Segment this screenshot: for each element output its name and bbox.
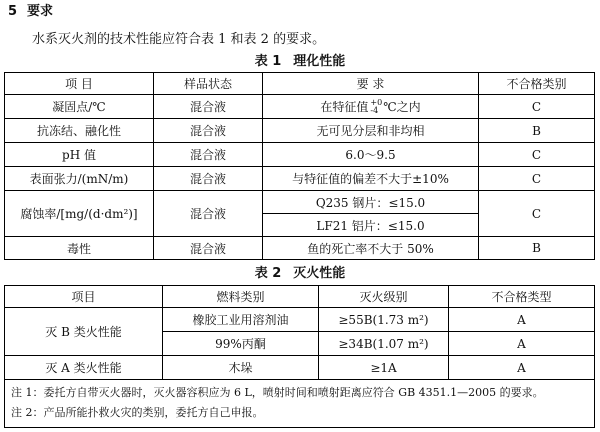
table1-cell-item: 毒性: [5, 237, 154, 260]
table1-row-corrosion: [5, 191, 595, 214]
table1-header-grade: 不合格类别: [479, 73, 595, 95]
table2-cell-rating: ≥55B(1.73 m²): [319, 308, 449, 332]
table1-header-requirement: 要 求: [263, 73, 479, 95]
intro-paragraph: 水系灭火剂的技术性能应符合表 1 和表 2 的要求。: [32, 32, 326, 47]
table1-cell-grade: C: [479, 167, 595, 191]
table2-notes: [5, 380, 595, 428]
table1-cell-state: 混合液: [154, 143, 263, 167]
table2-header-row: [5, 286, 595, 308]
table2-header-item: 项目: [5, 286, 163, 308]
table1-cell-state: 混合液: [154, 119, 263, 143]
table1-cell-state: 混合液: [154, 237, 263, 260]
table1-cell-grade: C: [479, 143, 595, 167]
table2-label: 表 2: [254, 266, 282, 281]
table1-row-toxicity: [5, 237, 595, 260]
table2-extinguishing: [4, 285, 595, 428]
table2-row-class-a-wood-crib: [5, 356, 595, 380]
table2-cell-grade: A: [449, 356, 595, 380]
requirement-prefix: 在特征值: [320, 99, 369, 114]
table1-cell-grade: C: [479, 191, 595, 237]
table1-cell-requirement: 6.0～9.5: [263, 143, 479, 167]
table2-cell-item: 灭 A 类火性能: [5, 356, 163, 380]
table1-header-item: 项 目: [5, 73, 154, 95]
table2-header-fuel: 燃料类别: [163, 286, 319, 308]
table2-header-rating: 灭火级别: [319, 286, 449, 308]
table2-cell-fuel: 橡胶工业用溶剂油: [163, 308, 319, 332]
table1-cell-grade: B: [479, 237, 595, 260]
tolerance-upper: +0: [370, 98, 383, 108]
table2-cell-item: 灭 B 类火性能: [5, 308, 163, 356]
table1-cell-requirement: 无可见分层和非均相: [263, 119, 479, 143]
table1-label: 表 1: [254, 54, 282, 69]
table1-title: 理化性能: [293, 54, 346, 69]
table1-cell-item: 腐蚀率/[mg/(d·dm²)]: [5, 191, 154, 237]
section-number: 5: [8, 4, 18, 19]
table1-cell-item: 凝固点/℃: [5, 95, 154, 119]
table1-cell-state: 混合液: [154, 95, 263, 119]
table1-row-surface-tension: [5, 167, 595, 191]
table1-cell-requirement: 鱼的死亡率不大于 50%: [263, 237, 479, 260]
tolerance-stack: [370, 99, 382, 115]
note-2: 注 2：产品所能扑救火灾的类别，委托方自己申报。: [11, 406, 264, 419]
section-title: 要求: [27, 4, 54, 19]
table1-cell-state: 混合液: [154, 191, 263, 237]
table2-notes-row: [5, 380, 595, 428]
table2-cell-rating: ≥34B(1.07 m²): [319, 332, 449, 356]
note-1: 注 1：委托方自带灭火器时，灭火器容积应为 6 L，喷射时间和喷射距离应符合 GB 4351.1—2005 的要求。: [11, 386, 544, 399]
table1-cell-grade: C: [479, 95, 595, 119]
table1-row-ph: [5, 143, 595, 167]
requirement-suffix: ℃之内: [383, 99, 421, 114]
table2-cell-grade: A: [449, 308, 595, 332]
table1-header-state: 样品状态: [154, 73, 263, 95]
table1-cell-requirement: 与特征值的偏差不大于±10%: [263, 167, 479, 191]
table1-header-row: [5, 73, 595, 95]
table1-cell-requirement-aluminium: LF21 铝片：≤15.0: [263, 214, 479, 237]
table1-cell-state: 混合液: [154, 167, 263, 191]
table1-cell-item: 表面张力/(mN/m): [5, 167, 154, 191]
table1-cell-item: pH 值: [5, 143, 154, 167]
table1-caption: [0, 54, 600, 70]
table2-title: 灭火性能: [293, 266, 346, 281]
table1-cell-requirement: [263, 95, 479, 119]
table1-cell-item: 抗冻结、融化性: [5, 119, 154, 143]
table2-header-grade: 不合格类型: [449, 286, 595, 308]
table1-row-freeze-thaw: [5, 119, 595, 143]
table2-cell-rating: ≥1A: [319, 356, 449, 380]
table1-row-freezing-point: [5, 95, 595, 119]
table1-cell-grade: B: [479, 119, 595, 143]
section-heading: [8, 4, 53, 20]
table2-cell-fuel: 木垛: [163, 356, 319, 380]
table2-cell-fuel: 99%丙酮: [163, 332, 319, 356]
table2-cell-grade: A: [449, 332, 595, 356]
table1-cell-requirement-steel: Q235 钢片：≤15.0: [263, 191, 479, 214]
table2-caption: [0, 266, 600, 282]
table2-row-class-b-solvent: [5, 308, 595, 332]
tolerance-lower: -4: [370, 106, 379, 116]
table1-physicochemical: [4, 72, 595, 260]
